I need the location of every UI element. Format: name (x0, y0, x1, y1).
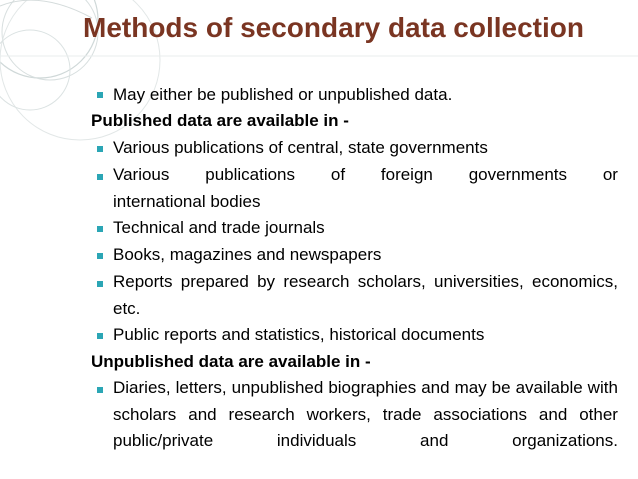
square-bullet-icon (97, 92, 103, 98)
bullet-item: Various publications of central, state governments (113, 138, 488, 157)
word: universities, (433, 272, 524, 291)
square-bullet-icon (97, 281, 103, 287)
word: available (515, 378, 583, 397)
bullet-item: Books, magazines and newspapers (113, 245, 382, 264)
word: public/private (113, 431, 214, 451)
bullet-item: Public reports and statistics, historical documents (113, 325, 485, 344)
paragraph-line (113, 376, 618, 400)
word: and (538, 404, 568, 424)
bullet-item: May either be published or unpublished data. (113, 85, 453, 104)
word: unpublished (231, 378, 324, 397)
word: foreign (380, 165, 433, 184)
word: letters, (175, 378, 227, 397)
word: economics, (532, 272, 618, 291)
word: scholars (113, 404, 177, 424)
section-heading-published: Published data are available in - (91, 111, 349, 130)
word: workers, (306, 404, 371, 424)
decorative-circle (0, 30, 70, 110)
word: research (283, 272, 350, 291)
paragraph-line (113, 429, 618, 453)
word: Diaries, (113, 378, 171, 397)
word: Various (113, 165, 170, 184)
word: organizations. (512, 431, 618, 451)
word: and (188, 404, 217, 424)
square-bullet-icon (97, 333, 103, 339)
word: of (330, 165, 346, 184)
word: and (421, 378, 450, 397)
word: biographies (328, 378, 417, 397)
word: governments (468, 165, 567, 184)
word: associations (433, 404, 527, 424)
decorative-arc (0, 0, 92, 18)
square-bullet-icon (97, 174, 103, 180)
word: research (228, 404, 295, 424)
word: with (587, 378, 618, 397)
paragraph-line (113, 270, 618, 294)
word: scholars, (357, 272, 426, 291)
square-bullet-icon (97, 387, 103, 393)
paragraph-line (113, 403, 618, 427)
word: and (420, 431, 449, 451)
square-bullet-icon (97, 253, 103, 259)
word: or (602, 165, 618, 184)
word: other (579, 404, 618, 424)
word: prepared (180, 272, 249, 291)
word: Reports (113, 272, 173, 291)
section-heading-unpublished: Unpublished data are available in - (91, 352, 371, 371)
word: be (491, 378, 511, 397)
word: may (454, 378, 487, 397)
square-bullet-icon (97, 226, 103, 232)
word: trade (382, 404, 422, 424)
square-bullet-icon (97, 146, 103, 152)
bullet-item: Technical and trade journals (113, 218, 325, 237)
word: by (257, 272, 276, 291)
slide-title: Methods of secondary data collection (83, 12, 584, 43)
paragraph-line: etc. (113, 298, 141, 318)
word: publications (205, 165, 296, 184)
paragraph-line: international bodies (113, 191, 261, 211)
word: individuals (276, 431, 357, 451)
paragraph-line (113, 163, 618, 187)
